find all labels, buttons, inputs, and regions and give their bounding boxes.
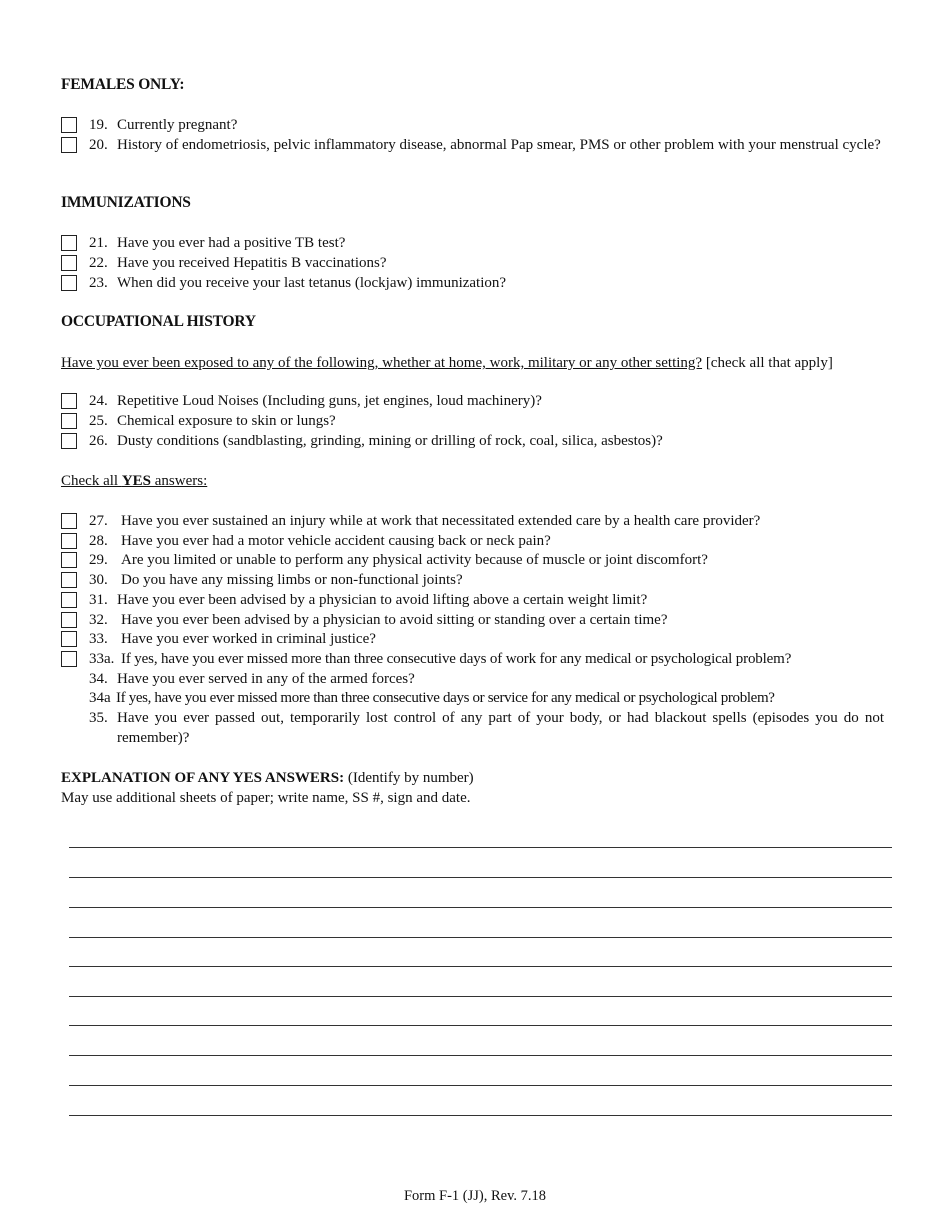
question-row: [61, 570, 884, 590]
section-heading-occupational: OCCUPATIONAL HISTORY: [61, 313, 256, 330]
answer-line[interactable]: [69, 847, 892, 848]
question-number: 33a.: [89, 651, 115, 667]
checkbox-q21[interactable]: [61, 235, 77, 251]
question-text: Have you received Hepatitis B vaccinations?: [117, 255, 387, 271]
question-text: Have you ever had a positive TB test?: [117, 235, 346, 251]
checkbox-q32[interactable]: [61, 612, 77, 628]
question-text: Are you limited or unable to perform any physical activity because of muscle or joint discomfort?: [121, 552, 708, 568]
question-text: If yes, have you ever missed more than three consecutive days of work for any medical or psychological problem?: [121, 651, 792, 667]
question-row: [61, 669, 884, 689]
question-number: 27.: [89, 513, 108, 529]
yes-label-post: answers:: [151, 473, 208, 489]
answer-line[interactable]: [69, 877, 892, 878]
question-row: [61, 610, 884, 630]
question-row: [61, 708, 884, 748]
answer-line[interactable]: [69, 996, 892, 997]
occupational-intro-question: Have you ever been exposed to any of the following, whether at home, work, military or any other setting?: [61, 355, 703, 371]
checkbox-q31[interactable]: [61, 592, 77, 608]
yes-answers-label: [61, 471, 884, 491]
question-row: [61, 649, 884, 669]
checkbox-q30[interactable]: [61, 572, 77, 588]
question-text: History of endometriosis, pelvic inflammatory disease, abnormal Pap smear, PMS or other problem with your menstrual cycle?: [117, 137, 881, 153]
question-number: 34a: [89, 690, 111, 706]
answer-line[interactable]: [69, 1085, 892, 1086]
question-row: [61, 590, 884, 610]
checkbox-q29[interactable]: [61, 552, 77, 568]
question-text: Do you have any missing limbs or non-functional joints?: [121, 572, 463, 588]
question-number: 31.: [89, 592, 108, 608]
checkbox-q33a[interactable]: [61, 651, 77, 667]
question-number: 19.: [89, 117, 108, 133]
question-text: Dusty conditions (sandblasting, grinding, mining or drilling of rock, coal, silica, asbestos)?: [117, 433, 663, 449]
occupational-intro-instruction: [check all that apply]: [702, 355, 833, 371]
question-row: [61, 629, 884, 649]
question-row: [61, 431, 884, 451]
checkbox-q19[interactable]: [61, 117, 77, 133]
question-number: 20.: [89, 137, 108, 153]
question-text: Have you ever sustained an injury while at work that necessitated extended care by a health care provider?: [121, 513, 761, 529]
question-row: [61, 531, 884, 551]
question-number: 34.: [89, 671, 108, 687]
question-text: Chemical exposure to skin or lungs?: [117, 413, 336, 429]
question-row: [61, 253, 884, 273]
question-number: 28.: [89, 533, 108, 549]
question-number: 29.: [89, 552, 108, 568]
yes-label-bold: YES: [121, 473, 152, 489]
question-number: 24.: [89, 393, 108, 409]
question-row: [61, 233, 884, 253]
answer-line[interactable]: [69, 1115, 892, 1116]
occupational-intro: [61, 353, 884, 373]
question-row: [61, 273, 884, 293]
section-heading-females: FEMALES ONLY:: [61, 76, 185, 93]
answer-line[interactable]: [69, 1055, 892, 1056]
question-number: 33.: [89, 631, 108, 647]
question-row: [61, 688, 884, 708]
question-number: 32.: [89, 612, 108, 628]
question-number: 30.: [89, 572, 108, 588]
form-footer: Form F-1 (JJ), Rev. 7.18: [403, 1188, 547, 1204]
question-row: [61, 115, 884, 135]
checkbox-q28[interactable]: [61, 533, 77, 549]
question-text: Have you ever passed out, temporarily lost control of any part of your body, or had blackout spells (episodes you do not remember)?: [117, 710, 884, 746]
explanation-heading-rest: (Identify by number): [344, 770, 474, 786]
question-number: 21.: [89, 235, 108, 251]
question-number: 35.: [89, 710, 108, 726]
question-text: Have you ever worked in criminal justice?: [121, 631, 376, 647]
checkbox-q22[interactable]: [61, 255, 77, 271]
section-heading-immunizations: IMMUNIZATIONS: [61, 194, 191, 211]
question-row: [61, 391, 884, 411]
question-row: [61, 550, 884, 570]
question-text: Currently pregnant?: [117, 117, 238, 133]
answer-line[interactable]: [69, 937, 892, 938]
answer-line[interactable]: [69, 907, 892, 908]
question-text: Have you ever been advised by a physician to avoid lifting above a certain weight limit?: [117, 592, 648, 608]
checkbox-q24[interactable]: [61, 393, 77, 409]
question-row: [61, 135, 884, 175]
question-text: Have you ever been advised by a physician to avoid sitting or standing over a certain time?: [121, 612, 668, 628]
question-row: [61, 511, 884, 531]
checkbox-q25[interactable]: [61, 413, 77, 429]
checkbox-q26[interactable]: [61, 433, 77, 449]
checkbox-q27[interactable]: [61, 513, 77, 529]
answer-line[interactable]: [69, 966, 892, 967]
yes-label-pre: Check all: [61, 473, 122, 489]
question-number: 26.: [89, 433, 108, 449]
question-text: If yes, have you ever missed more than three consecutive days or service for any medical or psychological problem?: [116, 690, 775, 706]
question-number: 23.: [89, 275, 108, 291]
question-text: When did you receive your last tetanus (lockjaw) immunization?: [117, 275, 507, 291]
checkbox-q33[interactable]: [61, 631, 77, 647]
question-row: [61, 411, 884, 431]
explanation-heading-bold: EXPLANATION OF ANY YES ANSWERS:: [61, 770, 345, 786]
question-number: 25.: [89, 413, 108, 429]
question-text: Repetitive Loud Noises (Including guns, jet engines, loud machinery)?: [117, 393, 542, 409]
answer-line[interactable]: [69, 1025, 892, 1026]
question-number: 22.: [89, 255, 108, 271]
explanation-note: May use additional sheets of paper; write name, SS #, sign and date.: [61, 790, 471, 806]
question-text: Have you ever served in any of the armed forces?: [117, 671, 415, 687]
explanation-heading: [61, 768, 884, 788]
question-text: Have you ever had a motor vehicle accident causing back or neck pain?: [121, 533, 551, 549]
checkbox-q20[interactable]: [61, 137, 77, 153]
checkbox-q23[interactable]: [61, 275, 77, 291]
